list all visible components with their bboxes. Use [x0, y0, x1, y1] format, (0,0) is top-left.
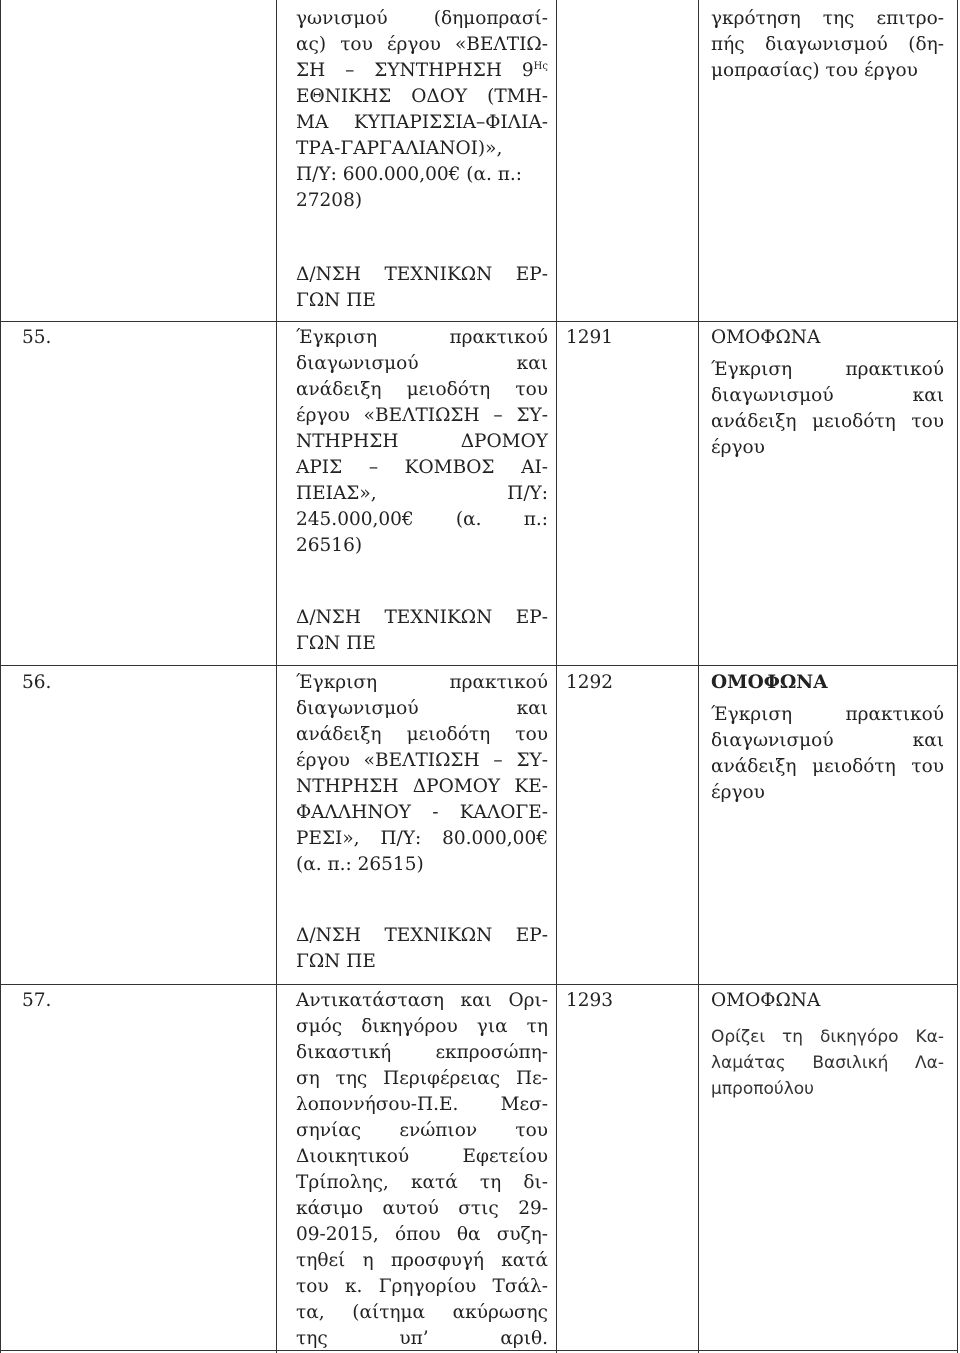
decision-number: 1292 [566, 672, 614, 693]
subject-line: ση της Περιφέρειας Πε- [296, 1068, 548, 1089]
decision-line: πής διαγωνισμού (δη- [711, 34, 944, 55]
subject-line: ας) του έργου «ΒΕΛΤΙΩ- [296, 34, 548, 55]
subject-line: σμός δικηγόρου για τη [296, 1016, 548, 1037]
subject-line: ΝΤΗΡΗΣΗ ΔΡΟΜΟΥ ΚΕ- [296, 776, 548, 797]
subject-line: ΣΗ – ΣΥΝΤΗΡΗΣΗ $9^{H\varsigma}$ [296, 60, 548, 81]
subject-line: ΦΑΛΛΗΝΟΥ - ΚΑΛΟΓΕ- [296, 802, 548, 823]
subject-line: της υπ’ αριθ. [296, 1328, 548, 1349]
subject-line: ανάδειξη μειοδότη του [296, 724, 548, 745]
subject-line: ΡΕΣΙ», Π/Υ: 80.000,00€ [296, 828, 548, 849]
subject-line: τηθεί η προσφυγή κατά [296, 1250, 548, 1271]
department-line: Δ/ΝΣΗ ΤΕΧΝΙΚΩΝ ΕΡ- [296, 607, 548, 628]
vote-result: ΟΜΟΦΩΝΑ [711, 990, 821, 1011]
item-number: 55. [22, 327, 52, 348]
subject-line: λοποννήσου-Π.Ε. Μεσ- [296, 1094, 548, 1115]
row-divider [0, 984, 958, 985]
subject-line: Διοικητικού Εφετείου [296, 1146, 548, 1167]
row-divider [0, 321, 958, 322]
subject-line: τα, (αίτημα ακύρωσης [296, 1302, 548, 1323]
vote-result: ΟΜΟΦΩΝΑ [711, 672, 828, 693]
superscript: Ης [533, 60, 548, 72]
subject-line: Αντικατάσταση και Ορι- [296, 990, 548, 1011]
decision-line: μπροπούλου [711, 1079, 815, 1099]
decision-line: ανάδειξη μειοδότη του [711, 756, 944, 777]
decision-number: 1293 [566, 990, 614, 1011]
subject-line: έργου «ΒΕΛΤΙΩΣΗ – ΣΥ- [296, 750, 548, 771]
subject-line: 245.000,00€ (α. π.: [296, 509, 548, 530]
decision-line: ανάδειξη μειοδότη του [711, 411, 944, 432]
decision-line: διαγωνισμού και [711, 730, 944, 751]
subject-line: 27208) [296, 190, 363, 211]
subject-line: ΑΡΙΣ – ΚΟΜΒΟΣ ΑΙ- [296, 457, 548, 478]
table-border-left [0, 0, 1, 1353]
decision-number: 1291 [566, 327, 614, 348]
decision-line: διαγωνισμού και [711, 385, 944, 406]
decision-line: λαμάτας Βασιλική Λα- [711, 1053, 944, 1073]
row-57-subject [296, 988, 548, 1352]
subject-line: διαγωνισμού και [296, 698, 548, 719]
top-row-subject [296, 6, 548, 214]
decision-line: Έγκριση πρακτικού [711, 359, 944, 380]
row-55-department [296, 605, 548, 657]
decision-line: έργου [711, 782, 765, 803]
item-number: 57. [22, 990, 52, 1011]
department-line: ΓΩΝ ΠΕ [296, 633, 376, 654]
subject-line: 26516) [296, 535, 363, 556]
subject-line: ΝΤΗΡΗΣΗ ΔΡΟΜΟΥ [296, 431, 548, 452]
subject-line: γωνισμού (δημοπρασί- [296, 8, 548, 29]
department-line: ΓΩΝ ΠΕ [296, 290, 376, 311]
subject-line: ΤΡΑ-ΓΑΡΓΑΛΙΑΝΟΙ)», [296, 138, 503, 159]
row-55-subject [296, 325, 548, 559]
subject-line: Έγκριση πρακτικού [296, 672, 548, 693]
subject-line: ανάδειξη μειοδότη του [296, 379, 548, 400]
subject-line: Έγκριση πρακτικού [296, 327, 548, 348]
row-divider [0, 665, 958, 666]
decision-line: Ορίζει τη δικηγόρο Κα- [711, 1027, 944, 1047]
subject-line: Π/Υ: 600.000,00€ (α. π.: [296, 164, 523, 185]
subject-line: δικαστική εκπροσώπη- [296, 1042, 548, 1063]
department-line: ΓΩΝ ΠΕ [296, 951, 376, 972]
top-row-decision [711, 6, 944, 84]
subject-line: σηνίας ενώπιον του [296, 1120, 548, 1141]
decision-line: έργου [711, 437, 765, 458]
column-divider-decision-number [698, 0, 699, 1353]
row-56-subject [296, 670, 548, 878]
department-line: Δ/ΝΣΗ ΤΕΧΝΙΚΩΝ ΕΡ- [296, 925, 548, 946]
top-row-department [296, 262, 548, 314]
subject-line: 09-2015, όπου θα συζη- [296, 1224, 548, 1245]
table-border-right [957, 0, 958, 1353]
subject-line: κάσιμο αυτού στις 29- [296, 1198, 548, 1219]
decision-line: μοπρασίας) του έργου [711, 60, 918, 81]
subject-line: (α. π.: 26515) [296, 854, 424, 875]
column-divider-subject [556, 0, 557, 1353]
row-56-decision [711, 670, 944, 806]
column-divider-number [276, 0, 277, 1353]
subject-line: Τρίπολης, κατά τη δι- [296, 1172, 548, 1193]
subject-line: ΕΘΝΙΚΗΣ ΟΔΟΥ (ΤΜΗ- [296, 86, 548, 107]
subject-line: του κ. Γρηγορίου Τσάλ- [296, 1276, 548, 1297]
decision-line: γκρότηση της επιτρο- [711, 8, 944, 29]
row-57-decision [711, 988, 944, 1102]
subject-line: ΜΑ ΚΥΠΑΡΙΣΣΙΑ–ΦΙΛΙΑ- [296, 112, 548, 133]
vote-result: ΟΜΟΦΩΝΑ [711, 327, 821, 348]
row-56-department [296, 923, 548, 975]
subject-line: έργου «ΒΕΛΤΙΩΣΗ – ΣΥ- [296, 405, 548, 426]
subject-line: διαγωνισμού και [296, 353, 548, 374]
item-number: 56. [22, 672, 52, 693]
row-55-decision [711, 325, 944, 461]
decision-line: Έγκριση πρακτικού [711, 704, 944, 725]
department-line: Δ/ΝΣΗ ΤΕΧΝΙΚΩΝ ΕΡ- [296, 264, 548, 285]
subject-line: ΠΕΙΑΣ», Π/Υ: [296, 483, 548, 504]
